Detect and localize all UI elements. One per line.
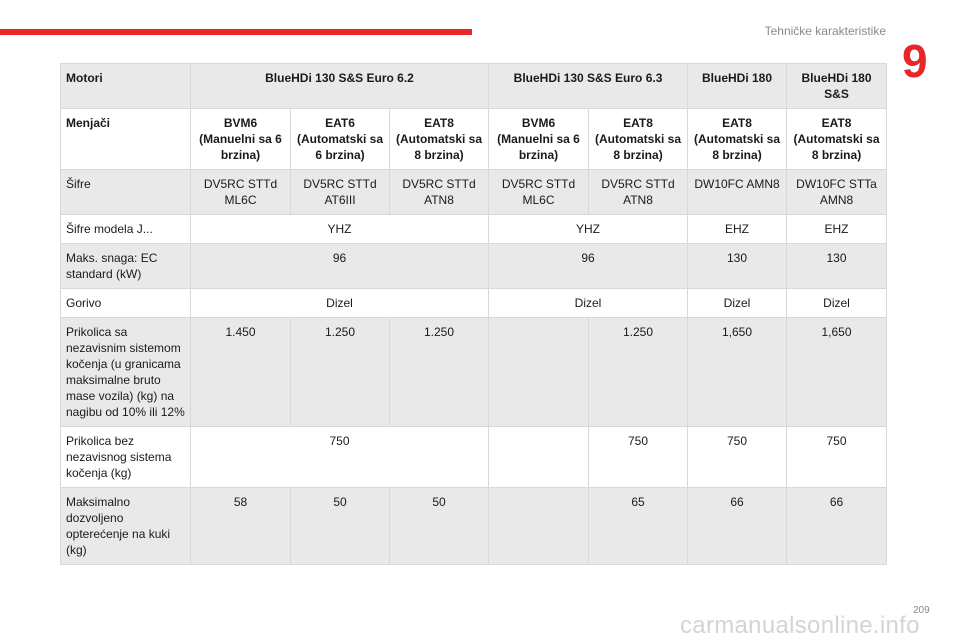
table-cell: 66 xyxy=(787,488,887,565)
engine-header: BlueHDi 130 S&S Euro 6.3 xyxy=(489,64,688,109)
specifications-table xyxy=(60,63,887,565)
section-title: Tehničke karakteristike xyxy=(764,24,886,38)
table-cell: DV5RC STTd ML6C xyxy=(489,170,589,215)
table-cell: DV5RC STTd ML6C xyxy=(191,170,291,215)
table-cell: EAT8 (Automatski sa 8 brzina) xyxy=(589,109,688,170)
row-label: Šifre xyxy=(61,170,191,215)
engine-header: BlueHDi 130 S&S Euro 6.2 xyxy=(191,64,489,109)
table-cell: 50 xyxy=(291,488,390,565)
table-cell: 1.250 xyxy=(291,318,390,427)
table-cell: EAT8 (Automatski sa 8 brzina) xyxy=(390,109,489,170)
table-cell: DV5RC STTd AT6III xyxy=(291,170,390,215)
page-number: 209 xyxy=(913,605,930,616)
header-accent-bar xyxy=(0,29,472,35)
table-cell: 130 xyxy=(688,244,787,289)
table-cell: 1.250 xyxy=(589,318,688,427)
table-cell: EAT6 (Automatski sa 6 brzina) xyxy=(291,109,390,170)
table-cell: DV5RC STTd ATN8 xyxy=(589,170,688,215)
row-label: Maksimalno dozvoljeno opterećenje na kuki (kg) xyxy=(61,488,191,565)
row-label: Šifre modela J... xyxy=(61,215,191,244)
table-cell: DW10FC STTa AMN8 xyxy=(787,170,887,215)
table-cell: DW10FC AMN8 xyxy=(688,170,787,215)
engine-header: BlueHDi 180 S&S xyxy=(787,64,887,109)
table-row-prikolica-kocenje xyxy=(61,318,887,427)
table-cell: Dizel xyxy=(191,289,489,318)
table-row-menjaci xyxy=(61,109,887,170)
row-label: Motori xyxy=(61,64,191,109)
table-cell xyxy=(489,318,589,427)
table-cell: EAT8 (Automatski sa 8 brzina) xyxy=(787,109,887,170)
table-row-snaga xyxy=(61,244,887,289)
row-label: Maks. snaga: EC standard (kW) xyxy=(61,244,191,289)
table-cell xyxy=(489,488,589,565)
row-label: Gorivo xyxy=(61,289,191,318)
table-cell: 1,650 xyxy=(787,318,887,427)
table-cell: YHZ xyxy=(489,215,688,244)
table-row-prikolica-bez xyxy=(61,427,887,488)
table-cell: 750 xyxy=(688,427,787,488)
table-cell: 750 xyxy=(191,427,489,488)
table-cell xyxy=(489,427,589,488)
table-cell: 130 xyxy=(787,244,887,289)
table-cell: BVM6 (Manuelni sa 6 brzina) xyxy=(489,109,589,170)
table-row-opterecenje xyxy=(61,488,887,565)
table-cell: 1.250 xyxy=(390,318,489,427)
table-row-sifre xyxy=(61,170,887,215)
table-cell: 65 xyxy=(589,488,688,565)
table-cell: EHZ xyxy=(688,215,787,244)
table-row-motori xyxy=(61,64,887,109)
table-row-sifre-modela xyxy=(61,215,887,244)
row-label: Prikolica bez nezavisnog sistema kočenja (kg) xyxy=(61,427,191,488)
table-cell: BVM6 (Manuelni sa 6 brzina) xyxy=(191,109,291,170)
table-cell: EHZ xyxy=(787,215,887,244)
table-cell: 66 xyxy=(688,488,787,565)
table-cell: 750 xyxy=(589,427,688,488)
table-cell: YHZ xyxy=(191,215,489,244)
table-cell: Dizel xyxy=(489,289,688,318)
row-label: Prikolica sa nezavisnim sistemom kočenja (u granicama maksimalne bruto mase vozila) (kg) na nagibu od 10% ili 12% xyxy=(61,318,191,427)
chapter-number: 9 xyxy=(902,35,928,87)
engine-header: BlueHDi 180 xyxy=(688,64,787,109)
table-cell: 50 xyxy=(390,488,489,565)
table-cell: 96 xyxy=(191,244,489,289)
table-cell: 96 xyxy=(489,244,688,289)
watermark: carmanualsonline.info xyxy=(680,612,920,639)
table-cell: 1.450 xyxy=(191,318,291,427)
table-cell: 1,650 xyxy=(688,318,787,427)
table-cell: Dizel xyxy=(688,289,787,318)
table-cell: Dizel xyxy=(787,289,887,318)
table-cell: EAT8 (Automatski sa 8 brzina) xyxy=(688,109,787,170)
row-label: Menjači xyxy=(61,109,191,170)
table-cell: 58 xyxy=(191,488,291,565)
table-row-gorivo xyxy=(61,289,887,318)
table-cell: 750 xyxy=(787,427,887,488)
table-cell: DV5RC STTd ATN8 xyxy=(390,170,489,215)
